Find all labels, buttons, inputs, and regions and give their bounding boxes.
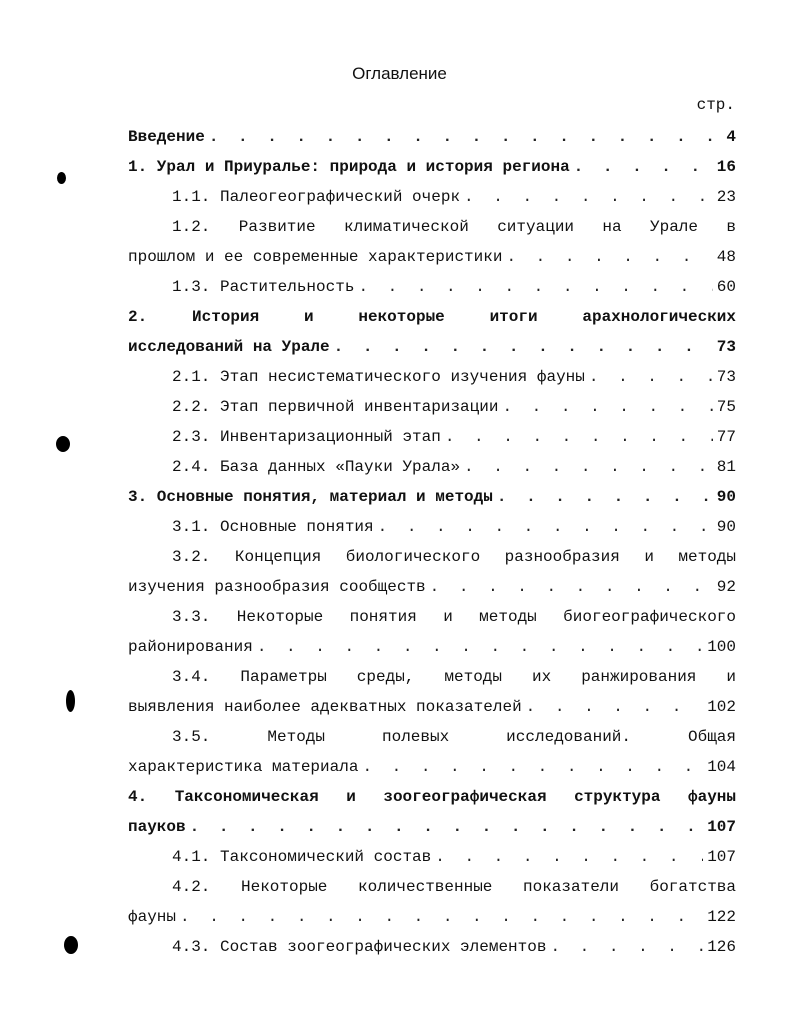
- toc-entry-text: 4.3. Состав зоогеографических элементов: [172, 932, 550, 962]
- toc-entry-text: фауны: [128, 902, 180, 932]
- toc-line: [128, 842, 736, 872]
- toc-line: [128, 482, 736, 512]
- ink-blot: [56, 436, 70, 452]
- dot-leader: [445, 422, 713, 452]
- toc-line: [128, 242, 736, 272]
- toc-page-number: 16: [713, 152, 736, 182]
- toc-entry-text: 2. История и некоторые итоги арахнологических: [128, 308, 736, 326]
- toc-entry-text: выявления наиболее адекватных показателей: [128, 692, 526, 722]
- toc-entry-text: 3.3. Некоторые понятия и методы биогеографического: [172, 608, 736, 626]
- toc-page-number: 23: [713, 182, 736, 212]
- toc-line: [128, 182, 736, 212]
- dot-leader: [464, 182, 713, 212]
- toc-page-number: 90: [713, 512, 736, 542]
- ink-blot: [64, 936, 78, 954]
- toc-entry-text: пауков: [128, 812, 190, 842]
- toc-entry-text: 1.1. Палеогеографический очерк: [172, 182, 464, 212]
- toc-entry-text: 2.4. База данных «Пауки Урала»: [172, 452, 464, 482]
- toc-line: [128, 392, 736, 422]
- toc-line: [128, 782, 736, 812]
- toc-line: [128, 632, 736, 662]
- page-title: Оглавление: [352, 64, 447, 83]
- toc-line: [128, 272, 736, 302]
- toc-line: [128, 512, 736, 542]
- toc-entry-text: изучения разнообразия сообществ: [128, 572, 430, 602]
- dot-leader: [506, 242, 712, 272]
- toc-line: [128, 452, 736, 482]
- toc-line: [128, 752, 736, 782]
- toc-entry-text: 4.1. Таксономический состав: [172, 842, 435, 872]
- toc-entry-text: прошлом и ее современные характеристики: [128, 242, 506, 272]
- dot-leader: [334, 332, 713, 362]
- toc-entry-text: исследований на Урале: [128, 332, 334, 362]
- dot-leader: [464, 452, 713, 482]
- dot-leader: [180, 902, 703, 932]
- toc-page-number: 73: [713, 332, 736, 362]
- toc-entry-text: 3.5. Методы полевых исследований. Общая: [172, 728, 736, 746]
- toc-entry-text: 3.4. Параметры среды, методы их ранжирования и: [172, 668, 736, 686]
- toc-line: [128, 332, 736, 362]
- toc-page-number: 92: [713, 572, 736, 602]
- toc-page-number: 60: [713, 272, 736, 302]
- toc-page-number: 122: [703, 902, 736, 932]
- dot-leader: [430, 572, 713, 602]
- toc-page-number: 126: [703, 932, 736, 962]
- toc-entry-text: 4. Таксономическая и зоогеографическая структура фауны: [128, 788, 736, 806]
- toc-page-number: 73: [713, 362, 736, 392]
- toc-line: [128, 572, 736, 602]
- dot-leader: [378, 512, 713, 542]
- toc-page-number: 104: [703, 752, 736, 782]
- toc-line: [128, 542, 736, 572]
- toc-page-number: 81: [713, 452, 736, 482]
- dot-leader: [209, 122, 723, 152]
- toc-entry-text: 2.3. Инвентаризационный этап: [172, 422, 445, 452]
- toc-line: [128, 362, 736, 392]
- toc-line: [128, 602, 736, 632]
- table-of-contents: [128, 122, 736, 962]
- toc-page-number: 107: [703, 812, 736, 842]
- toc-entry-text: 3. Основные понятия, материал и методы: [128, 482, 497, 512]
- toc-line: [128, 212, 736, 242]
- toc-line: [128, 662, 736, 692]
- toc-entry-text: 2.1. Этап несистематического изучения фауны: [172, 362, 589, 392]
- page-column-label: стр.: [696, 96, 735, 114]
- toc-page-number: 75: [713, 392, 736, 422]
- toc-entry-text: 1. Урал и Приуралье: природа и история региона: [128, 152, 574, 182]
- dot-leader: [190, 812, 704, 842]
- toc-line: [128, 152, 736, 182]
- toc-entry-text: характеристика материала: [128, 752, 362, 782]
- ink-blot: [66, 690, 75, 712]
- toc-line: [128, 302, 736, 332]
- toc-entry-text: Введение: [128, 122, 209, 152]
- toc-page-number: 90: [713, 482, 736, 512]
- toc-entry-text: 3.2. Концепция биологического разнообразия и методы: [172, 548, 736, 566]
- toc-line: [128, 902, 736, 932]
- toc-entry-text: 1.3. Растительность: [172, 272, 358, 302]
- toc-entry-text: 1.2. Развитие климатической ситуации на Урале в: [172, 218, 736, 236]
- dot-leader: [526, 692, 704, 722]
- toc-line: [128, 422, 736, 452]
- toc-page-number: 107: [703, 842, 736, 872]
- dot-leader: [435, 842, 703, 872]
- dot-leader: [574, 152, 713, 182]
- dot-leader: [362, 752, 703, 782]
- ink-blot: [57, 172, 66, 184]
- toc-page-number: 4: [722, 122, 736, 152]
- dot-leader: [257, 632, 703, 662]
- toc-line: [128, 122, 736, 152]
- toc-page-number: 48: [713, 242, 736, 272]
- toc-line: [128, 872, 736, 902]
- dot-leader: [550, 932, 703, 962]
- dot-leader: [497, 482, 713, 512]
- toc-line: [128, 932, 736, 962]
- toc-line: [128, 692, 736, 722]
- dot-leader: [358, 272, 712, 302]
- toc-entry-text: районирования: [128, 632, 257, 662]
- dot-leader: [589, 362, 713, 392]
- toc-entry-text: 2.2. Этап первичной инвентаризации: [172, 392, 502, 422]
- toc-line: [128, 722, 736, 752]
- toc-page-number: 77: [713, 422, 736, 452]
- dot-leader: [502, 392, 712, 422]
- toc-line: [128, 812, 736, 842]
- toc-entry-text: 4.2. Некоторые количественные показатели богатства: [172, 878, 736, 896]
- toc-entry-text: 3.1. Основные понятия: [172, 512, 378, 542]
- toc-page-number: 100: [703, 632, 736, 662]
- toc-page-number: 102: [703, 692, 736, 722]
